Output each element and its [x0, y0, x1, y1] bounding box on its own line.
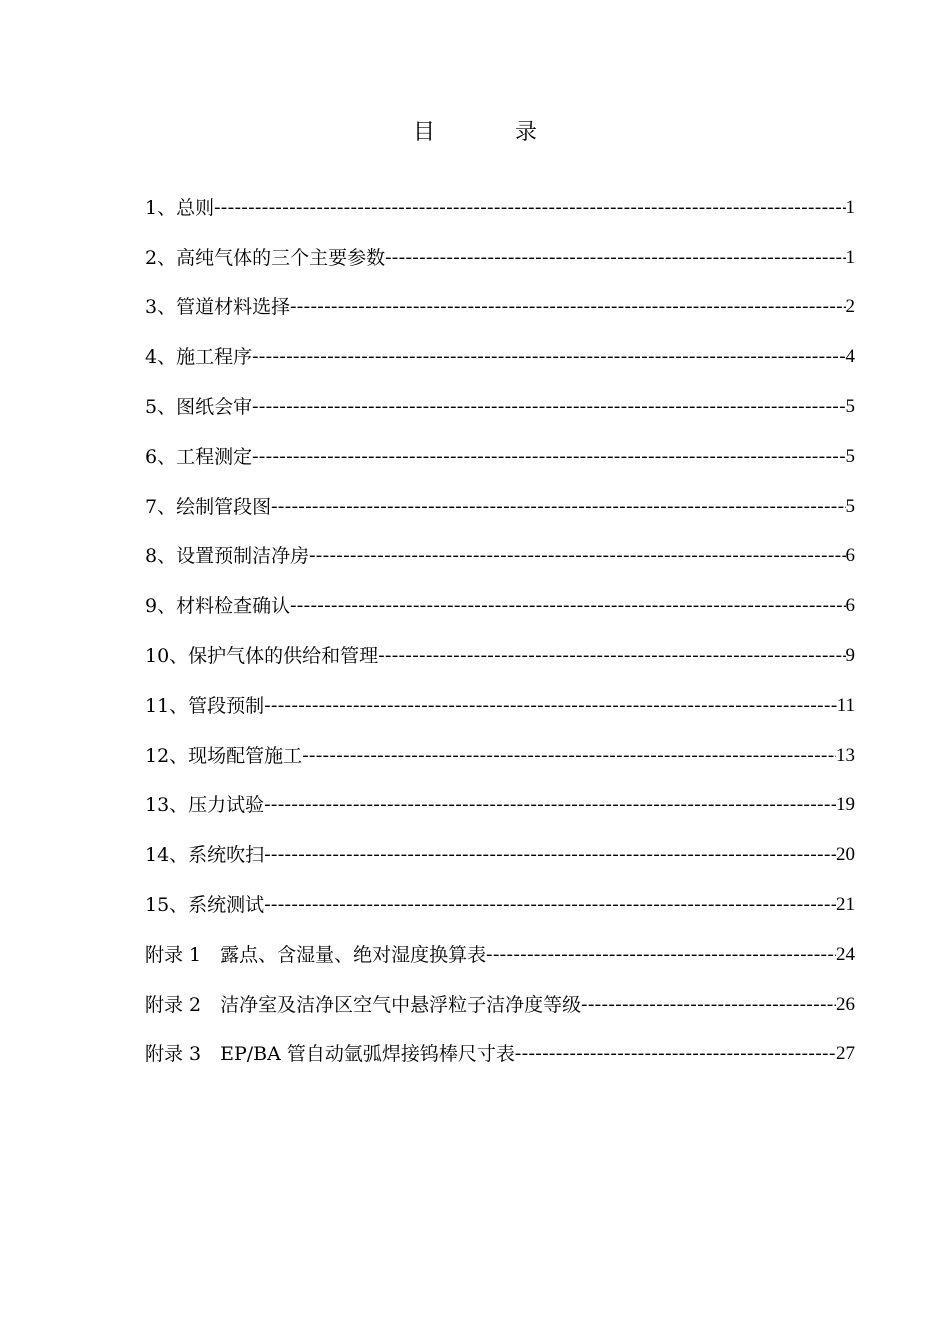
toc-entry-label: 6、工程测定: [145, 445, 253, 468]
toc-entry[interactable]: [145, 532, 855, 582]
toc-entry-label: 12、现场配管施工: [145, 744, 303, 767]
toc-dot-leader: [385, 244, 845, 272]
toc-entry[interactable]: [145, 1030, 855, 1080]
toc-entry-label: 1、总则: [145, 196, 215, 219]
toc-dot-leader: [486, 941, 836, 969]
toc-entry-label: 5、图纸会审: [145, 396, 253, 419]
title-char-2: 录: [515, 120, 538, 145]
toc-entry-page-number: 2: [845, 296, 855, 318]
toc-entry-label: 7、绘制管段图: [145, 495, 272, 518]
toc-dot-leader: [252, 343, 845, 371]
toc-entry-label: 10、保护气体的供给和管理: [145, 645, 379, 668]
toc-entry-label: 附录 2 洁净室及洁净区空气中悬浮粒子洁净度等级: [145, 993, 582, 1016]
toc-entry[interactable]: [145, 283, 855, 333]
toc-entry[interactable]: [145, 930, 855, 980]
toc-entry-label: 附录 3 EP/BA 管自动氩弧焊接钨棒尺寸表: [145, 1043, 515, 1066]
toc-entry[interactable]: [145, 432, 855, 482]
toc-dot-leader: [264, 692, 837, 720]
toc-entry[interactable]: [145, 880, 855, 930]
toc-entry-page-number: 5: [845, 495, 855, 517]
toc-entry-page-number: 13: [836, 744, 855, 766]
toc-entry-page-number: 19: [836, 794, 855, 816]
toc-entry-label: 9、材料检查确认: [145, 595, 291, 618]
toc-entry-page-number: 24: [836, 943, 855, 965]
toc-dot-leader: [252, 393, 845, 421]
toc-entry[interactable]: [145, 332, 855, 382]
table-of-contents: [145, 183, 855, 1079]
toc-dot-leader: [214, 194, 845, 222]
toc-dot-leader: [271, 493, 845, 521]
toc-dot-leader: [290, 293, 845, 321]
toc-entry-label: 4、施工程序: [145, 346, 253, 369]
toc-entry[interactable]: [145, 781, 855, 831]
toc-entry[interactable]: [145, 382, 855, 432]
toc-entry-label: 附录 1 露点、含湿量、绝对湿度换算表: [145, 943, 487, 966]
toc-dot-leader: [302, 742, 836, 770]
toc-dot-leader: [378, 642, 845, 670]
toc-entry[interactable]: [145, 731, 855, 781]
toc-entry-page-number: 1: [845, 246, 855, 268]
toc-entry-page-number: 5: [845, 445, 855, 467]
toc-entry-page-number: 1: [845, 196, 855, 218]
toc-entry-page-number: 6: [845, 595, 855, 617]
toc-entry-page-number: 5: [845, 396, 855, 418]
toc-entry-page-number: 27: [836, 1043, 855, 1065]
toc-entry[interactable]: [145, 980, 855, 1030]
toc-entry-label: 8、设置预制洁净房: [145, 545, 310, 568]
toc-dot-leader: [264, 891, 836, 919]
toc-entry[interactable]: [145, 581, 855, 631]
toc-entry-page-number: 6: [845, 545, 855, 567]
toc-dot-leader: [309, 542, 845, 570]
toc-dot-leader: [515, 1040, 836, 1068]
toc-entry-label: 2、高纯气体的三个主要参数: [145, 246, 386, 269]
toc-dot-leader: [264, 791, 836, 819]
toc-entry-page-number: 9: [845, 645, 855, 667]
toc-entry-label: 11、管段预制: [145, 694, 265, 717]
toc-entry-page-number: 26: [836, 993, 855, 1015]
toc-entry-page-number: 20: [836, 844, 855, 866]
toc-entry[interactable]: [145, 631, 855, 681]
toc-entry[interactable]: [145, 830, 855, 880]
toc-entry[interactable]: [145, 681, 855, 731]
toc-entry-label: 13、压力试验: [145, 794, 265, 817]
toc-entry-label: 15、系统测试: [145, 894, 265, 917]
toc-dot-leader: [252, 443, 845, 471]
toc-entry-label: 14、系统吹扫: [145, 844, 265, 867]
toc-entry-page-number: 21: [836, 894, 855, 916]
toc-entry-page-number: 11: [836, 694, 855, 716]
toc-entry[interactable]: [145, 183, 855, 233]
toc-dot-leader: [581, 991, 836, 1019]
toc-dot-leader: [290, 592, 845, 620]
page-title: [0, 118, 950, 148]
toc-entry[interactable]: [145, 233, 855, 283]
toc-dot-leader: [264, 841, 836, 869]
toc-entry-page-number: 4: [845, 346, 855, 368]
title-char-1: 目: [412, 120, 435, 145]
toc-entry-label: 3、管道材料选择: [145, 296, 291, 319]
toc-entry[interactable]: [145, 482, 855, 532]
